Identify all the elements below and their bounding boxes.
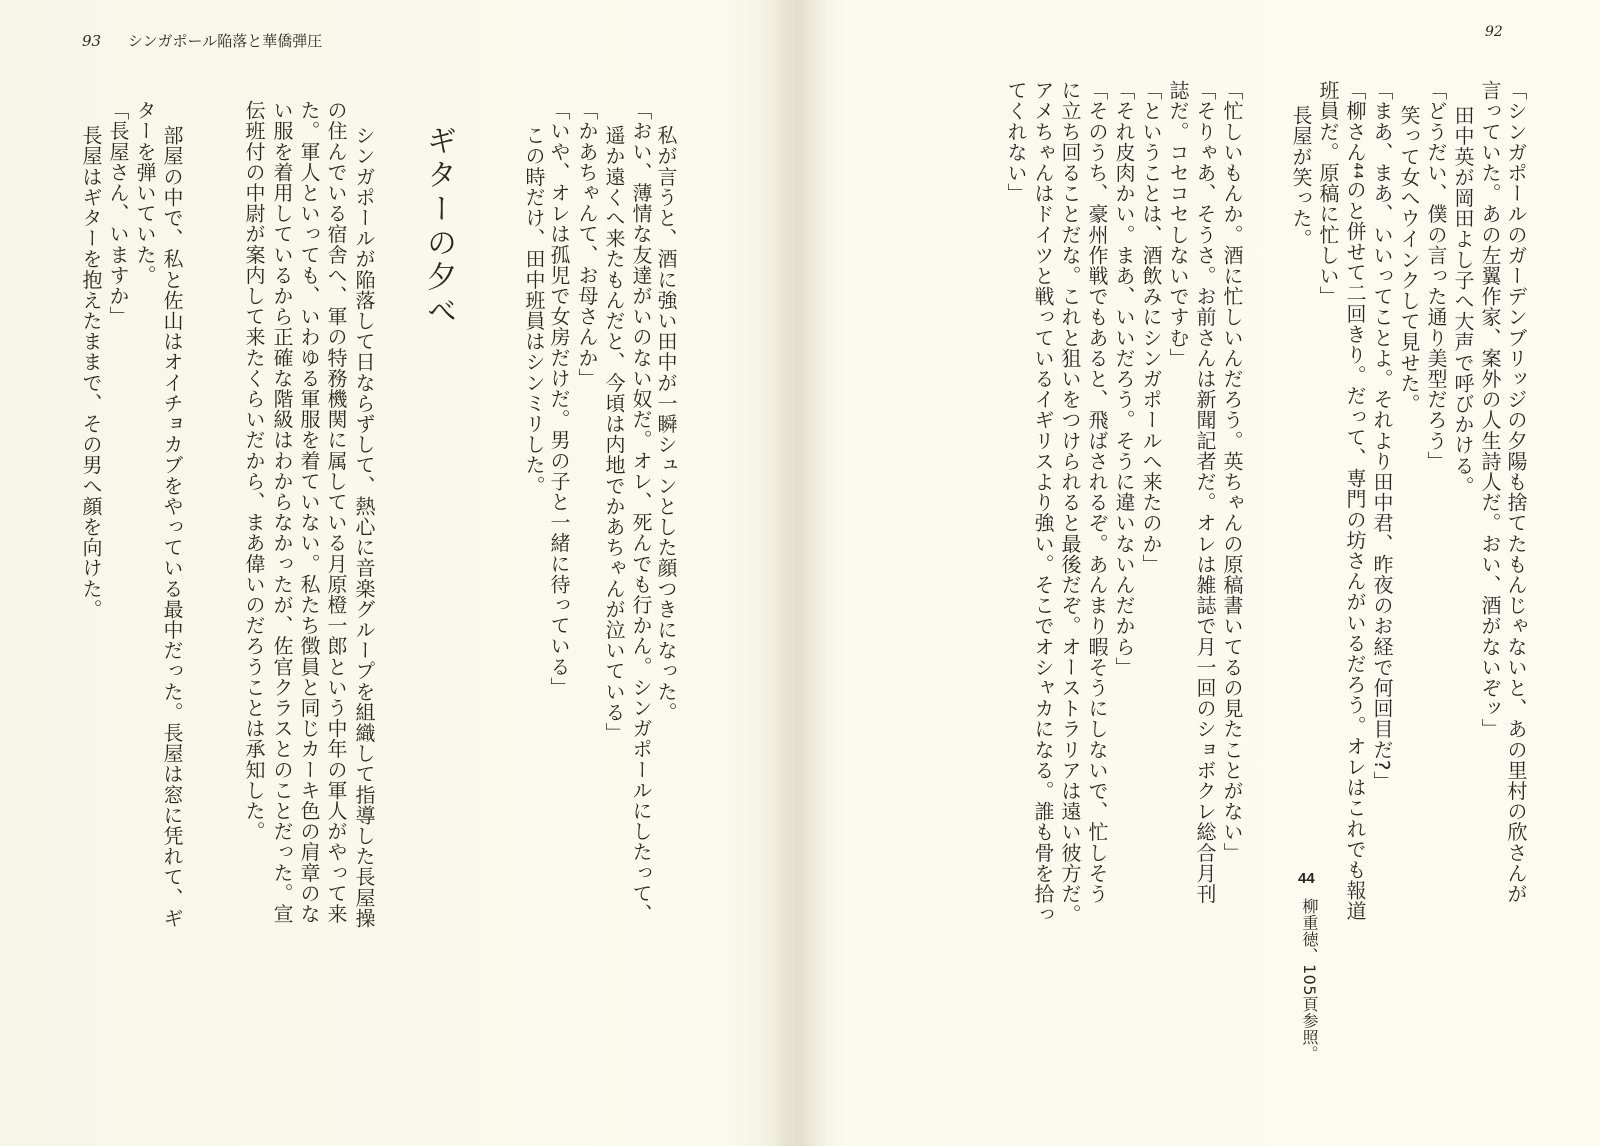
- text-line: 私が言うと、酒に強い田中が一瞬シュンとした顔つきになった。: [654, 125, 678, 723]
- text-line: い服を着用しているから正確な階級はわからなかったが、佐官クラスとのことだった。宣: [270, 100, 294, 924]
- text-line: 田中英が岡田よし子へ大声で呼びかける。: [1451, 105, 1475, 497]
- text-line: 遥か遠くへ来たもんだと、今頃は内地でかあちゃんが泣いている」: [602, 125, 626, 743]
- chapter-title: ギターの夕べ: [421, 125, 456, 329]
- text-line: に立ち回ることだな。これと狙いをつけられると最後だぞ。オーストラリアは遠い彼方だ。: [1058, 80, 1082, 925]
- text-line: シンガポールが陥落して日ならずして、熱心に音楽グループを組織して指導した長屋操: [352, 125, 376, 929]
- text-line: 「忙しいもんか。酒に忙しいんだろう。英ちゃんの原稿書いてるの見たことがない」: [1220, 80, 1244, 863]
- text-line: この時だけ、田中班員はシンミリした。: [522, 125, 546, 496]
- text-line: 「それ皮肉かい。まあ、いいだろう。そうに違いないんだから」: [1112, 80, 1136, 678]
- text-line: 伝班付の中尉が案内して来たくらいだから、まあ偉いのだろうことは承知した。: [242, 100, 266, 842]
- text-line: 部屋の中で、私と佐山はオイチョカブをやっている最中だった。長屋は窓に凭れて、ギ: [160, 125, 184, 929]
- text-line: 「どうだい、僕の言った通り美型だろう」: [1424, 80, 1448, 472]
- text-line: 「柳さん⁴⁴のと併せて二回きり。だって、専門の坊さんがいるだろう。オレはこれでも報道: [1343, 80, 1367, 922]
- text-line: 班員だ。原稿に忙しい」: [1316, 80, 1340, 307]
- text-line: 「長屋さん、いますか」: [106, 100, 130, 327]
- text-line: 笑って女へウインクして見せた。: [1397, 105, 1421, 414]
- text-line: 「かあちゃんて、お母さんか」: [575, 100, 599, 389]
- right-page-number: 92: [1485, 24, 1503, 40]
- text-line: 「まあ、まあ、いいってことよ。それより田中君、昨夜のお経で何回目だ?」: [1370, 80, 1394, 792]
- footnote-number: 44: [1298, 870, 1315, 887]
- text-line: 「そのうち、豪州作戦でもあると、飛ばされるぞ。あんまり暇そうにしないで、忙しそう: [1085, 80, 1109, 904]
- left-page-header: [82, 30, 322, 51]
- text-line: アメちゃんはドイツと戦っているイギリスより強い。そこでオシャカになる。誰も骨を拾っ: [1031, 80, 1055, 925]
- text-line: 「そりゃあ、そうさ。お前さんは新聞記者だ。オレは雑誌で月一回のショボクレ総合月刊: [1193, 80, 1217, 904]
- text-line: 長屋が笑った。: [1289, 105, 1313, 250]
- text-line: 「おい、薄情な友達がいのない奴だ。オレ、死んでも行かん。シンガポールにしたって、: [629, 100, 653, 924]
- left-page-number: 93: [82, 32, 102, 50]
- text-line: 長屋はギターを抱えたままで、その男へ顔を向けた。: [79, 125, 103, 620]
- text-line: 誌だ。コセコセしないですむ」: [1166, 80, 1190, 369]
- text-line: てくれない」: [1004, 80, 1028, 204]
- text-line: ターを弾いていた。: [133, 100, 157, 286]
- text-line: 「いや、オレは孤児で女房だけだ。男の子と一緒に待っている」: [547, 100, 571, 698]
- text-line: 言っていた。あの左翼作家、案外の人生詩人だ。おい、酒がないぞッ」: [1478, 80, 1502, 740]
- text-line: 「シンガポールのガーデンブリッジの夕陽も捨てたもんじゃないと、あの里村の欣さんが: [1504, 80, 1528, 904]
- text-line: の住んでいる宿舎へ、軍の特務機関に属している月原橙一郎という中年の軍人がやって来: [324, 100, 348, 924]
- footnote-text: 柳重徳、105頁参照。: [1300, 898, 1319, 1063]
- left-page: [0, 0, 790, 1146]
- text-line: 「ということは、酒飲みにシンガポールへ来たのか」: [1139, 80, 1163, 575]
- running-head: シンガポール陥落と華僑弾圧: [127, 32, 323, 50]
- text-line: た。軍人といっても、いわゆる軍服を着ていない。私たち徴員と同じカーキ色の肩章のな: [297, 100, 321, 924]
